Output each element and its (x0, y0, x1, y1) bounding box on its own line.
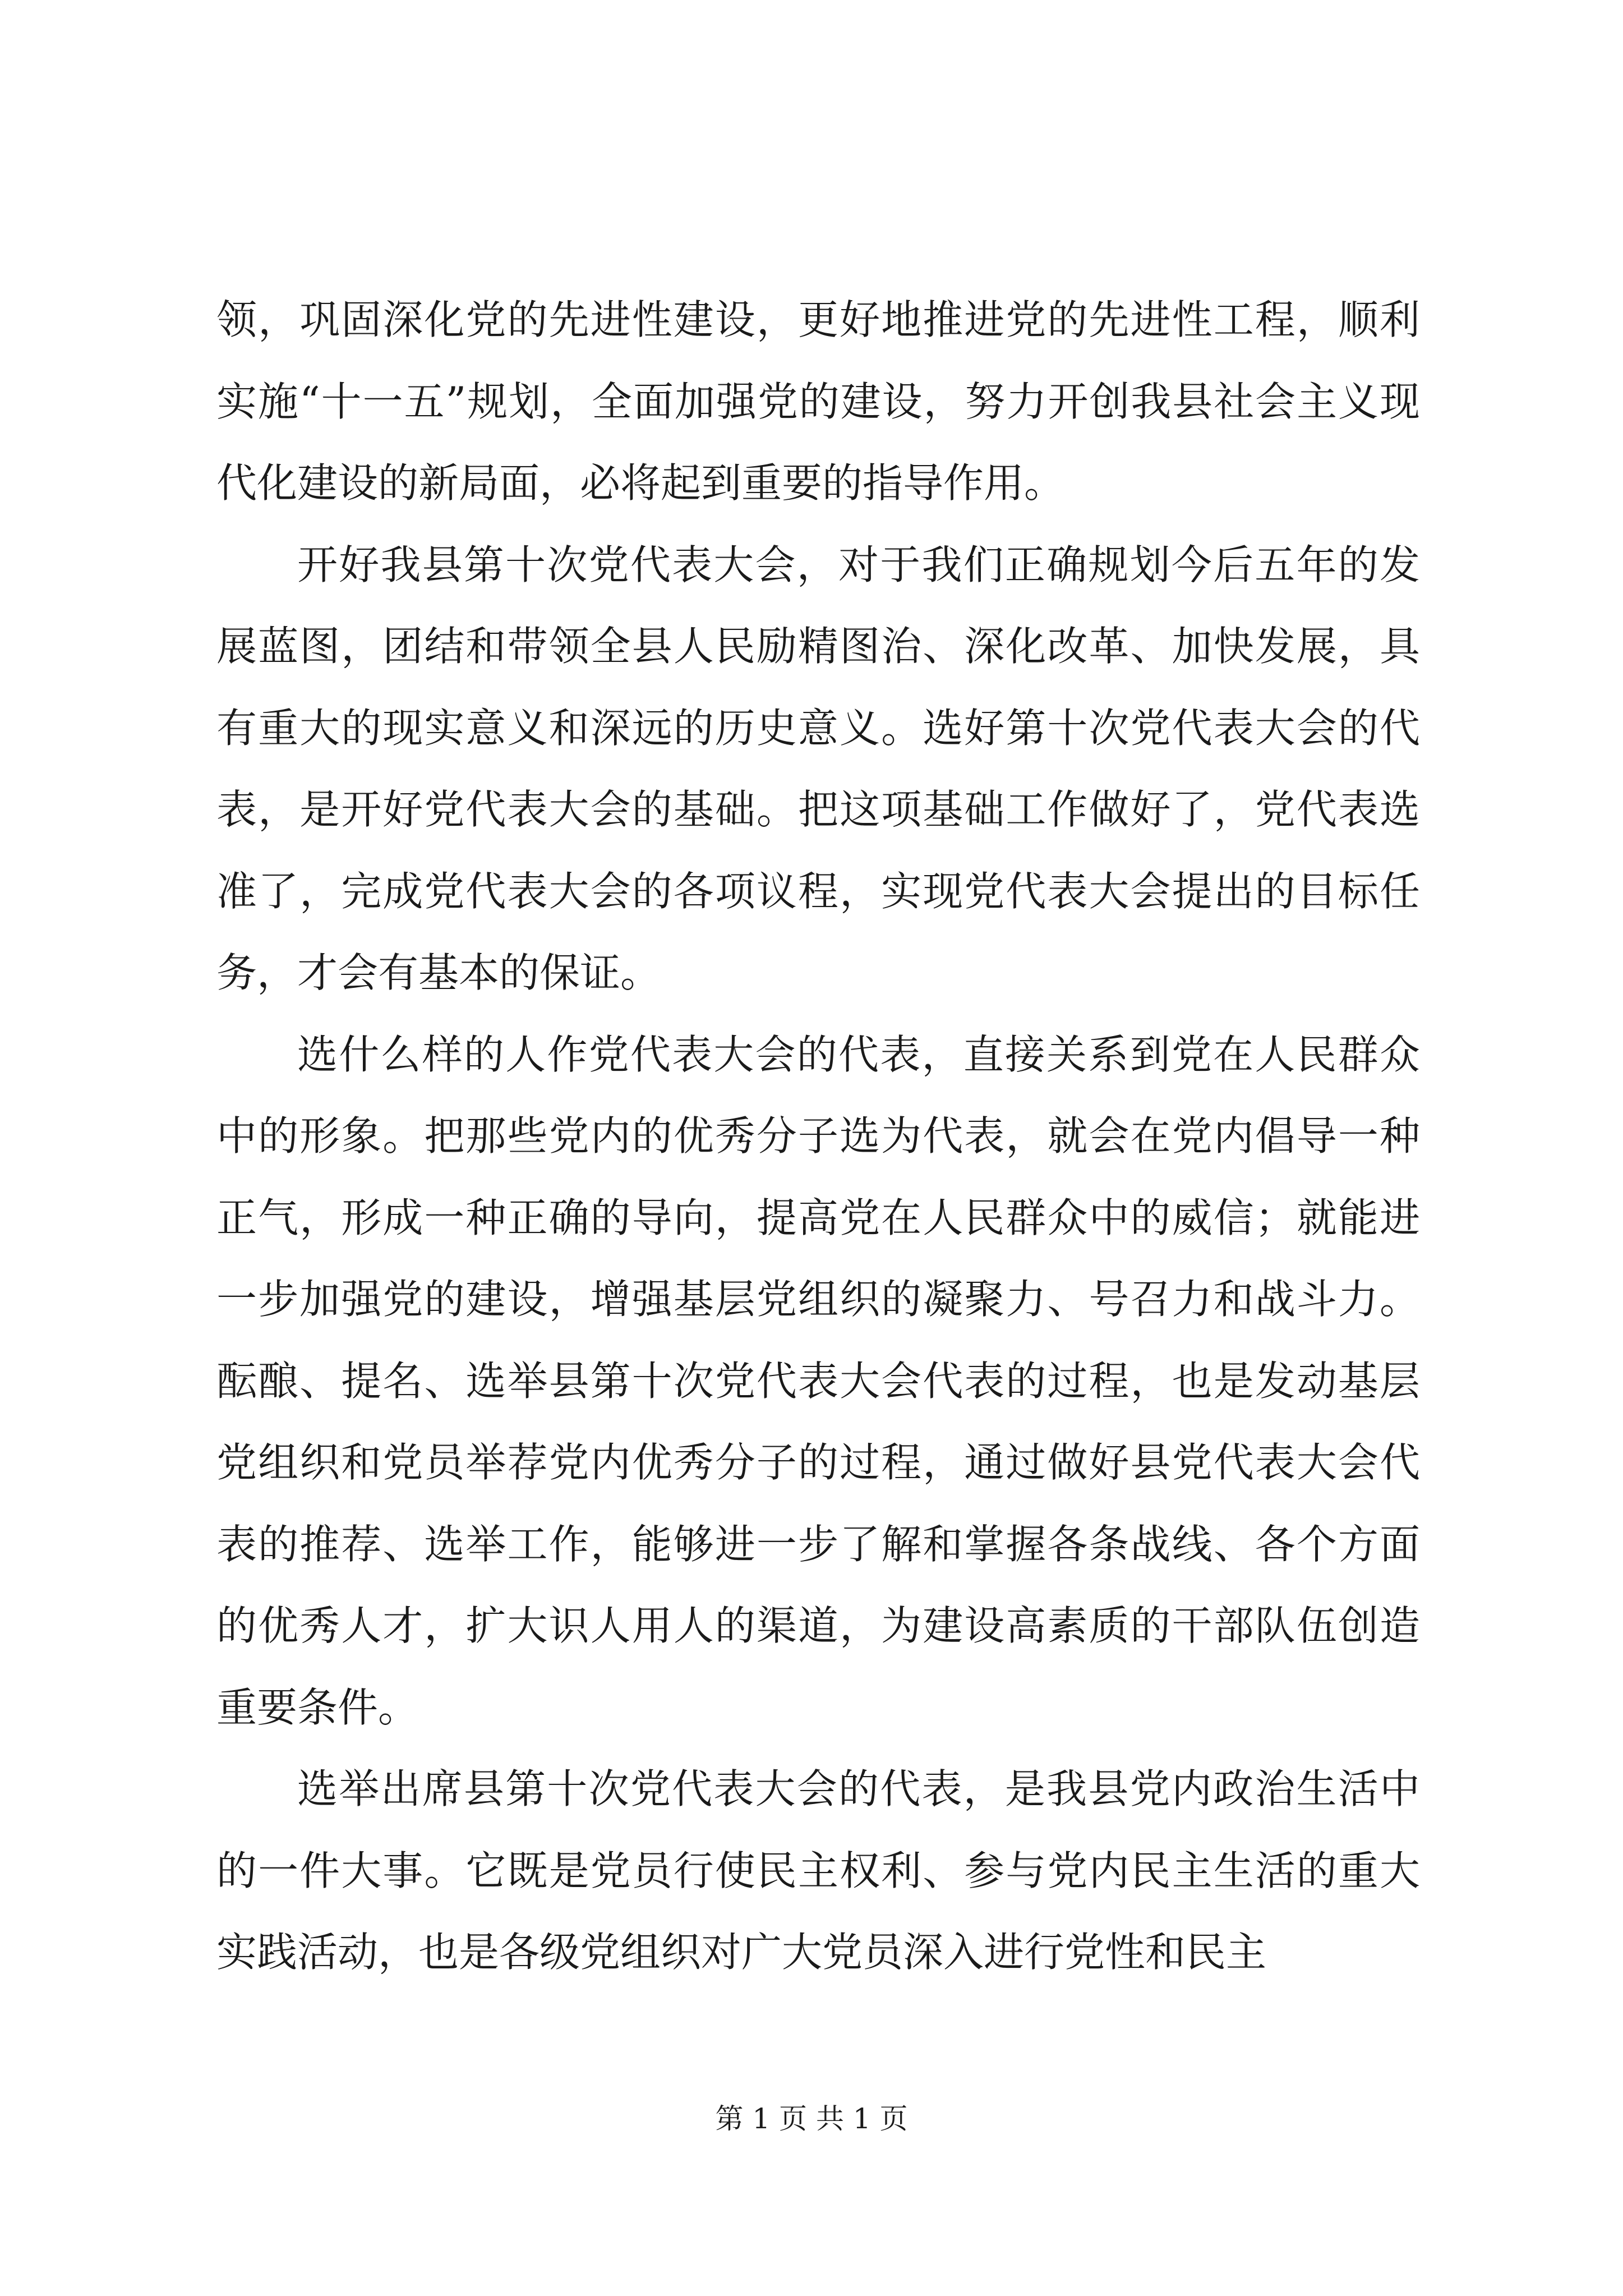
paragraph-2: 开好我县第十次党代表大会，对于我们正确规划今后五年的发展蓝图，团结和带领全县人民励精图治、深化改革、加快发展，具有重大的现实意义和深远的历史意义。选好第十次党代表大会的代表，是开好党代表大会的基础。把这项基础工作做好了，党代表选准了，完成党代表大会的各项议程，实现党代表大会提出的目标任务，才会有基本的保证。 (216, 541, 1420, 996)
paragraph-3: 选什么样的人作党代表大会的代表，直接关系到党在人民群众中的形象。把那些党内的优秀分子选为代表，就会在党内倡导一种正气，形成一种正确的导向，提高党在人民群众中的威信；就能进一步加强党的建设，增强基层党组织的凝聚力、号召力和战斗力。酝酿、提名、选举县第十次党代表大会代表的过程，也是发动基层党组织和党员举荐党内优秀分子的过程，通过做好县党代表大会代表的推荐、选举工作，能够进一步了解和掌握各条战线、各个方面的优秀人才，扩大识人用人的渠道，为建设高素质的干部队伍创造重要条件。 (216, 1030, 1420, 1731)
paragraph-4: 选举出席县第十次党代表大会的代表，是我县党内政治生活中的一件大事。它既是党员行使民主权利、参与党内民主生活的重大实践活动，也是各级党组织对广大党员深入进行党性和民主 (216, 1765, 1420, 1976)
paragraph-1: 领，巩固深化党的先进性建设，更好地推进党的先进性工程，顺利实施“十一五”规划，全面加强党的建设，努力开创我县社会主义现代化建设的新局面，必将起到重要的指导作用。 (216, 296, 1420, 507)
page-footer: 第 1 页 共 1 页 (715, 2102, 908, 2135)
document-body (216, 279, 1420, 1994)
